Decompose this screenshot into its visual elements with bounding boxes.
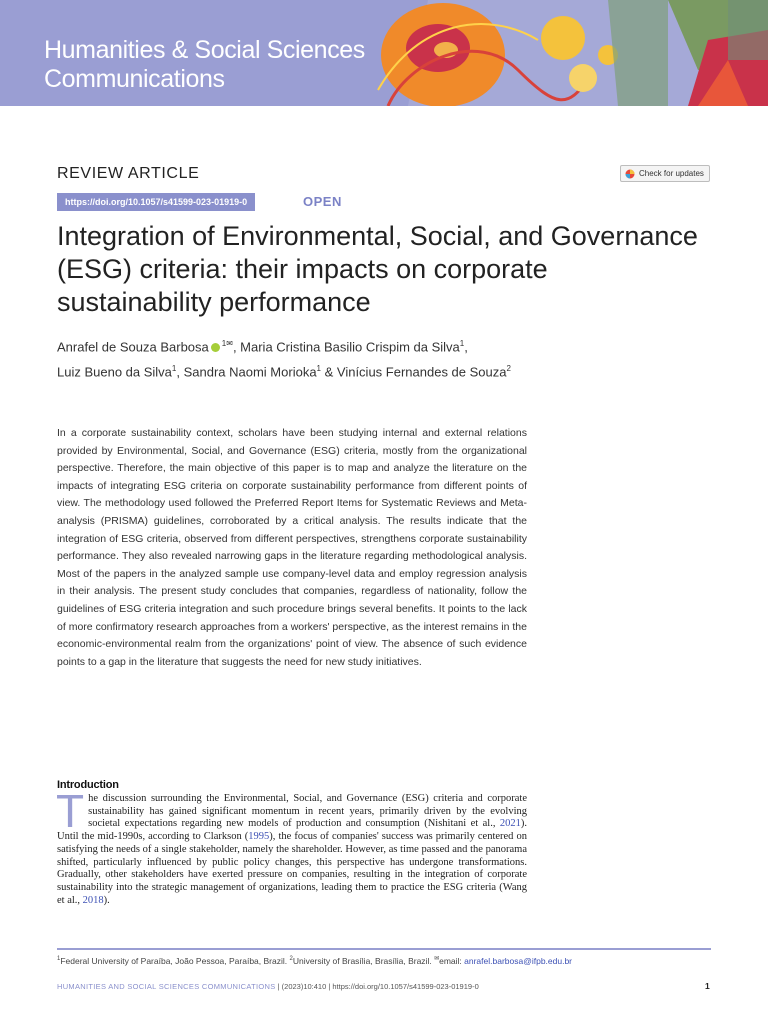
- journal-name-line2: Communications: [44, 65, 225, 93]
- footnote-divider: [57, 948, 711, 950]
- author-affiliation-sup: 1✉: [221, 339, 233, 348]
- affiliation-text: Federal University of Paraíba, João Pessoa, Paraíba, Brazil.: [60, 955, 290, 966]
- author-affiliation-sup: 1: [316, 364, 321, 374]
- intro-text: ). Until the mid-1990s, according to Clarkson (: [57, 818, 527, 843]
- author-list: [57, 333, 697, 384]
- author-name[interactable]: & Vinícius Fernandes de Souza: [321, 364, 507, 380]
- intro-text: he discussion surrounding the Environmental, Social, and Governance (ESG) criteria and corporate sustainability has gained significant momentum in recent years, primarily driven by the evolving societal expectations regarding new models of production and consumption (Nishitani et al.,: [88, 793, 527, 830]
- page-number: 1: [705, 981, 710, 991]
- intro-text: ), the focus of companies' success was primarily centered on satisfying the needs of a single stakeholder, namely the shareholder. However, as time passed and the panorama shifted, particularly influenced by public policy changes, this perspective has undergone transformations. Gradually, other stakeholders have exerted pressure on companies, resulting in the integration of corporate sustainability into the strategic management of organizations, leading them to practice the ESG criteria (Wang et al.,: [57, 831, 527, 906]
- affiliations-footnote: [57, 955, 717, 966]
- author-name[interactable]: Luiz Bueno da Silva: [57, 364, 172, 380]
- section-heading-introduction: Introduction: [57, 779, 119, 791]
- check-for-updates-button[interactable]: [620, 165, 710, 182]
- author-separator: ,: [464, 339, 468, 355]
- citation-link[interactable]: 2021: [499, 818, 521, 830]
- author-name[interactable]: , Maria Cristina Basilio Crispim da Silva: [232, 339, 460, 355]
- envelope-icon: ✉: [434, 956, 440, 962]
- crossmark-icon: [625, 169, 635, 179]
- check-for-updates-label: Check for updates: [639, 169, 704, 178]
- email-label: email:: [439, 955, 465, 966]
- affiliation-text: University of Brasília, Brasília, Brazil.: [292, 955, 435, 966]
- drop-cap: T: [56, 785, 85, 837]
- email-link[interactable]: anrafel.barbosa@ifpb.edu.br: [464, 955, 573, 966]
- orcid-icon[interactable]: [211, 343, 220, 352]
- journal-name[interactable]: [44, 36, 365, 94]
- citation-link[interactable]: 2018: [82, 894, 104, 906]
- author-affiliation-sup: 1: [171, 364, 177, 374]
- article-type: REVIEW ARTICLE: [57, 165, 200, 182]
- journal-banner: [0, 0, 768, 106]
- affiliation-sup: 2: [289, 956, 293, 962]
- footer-citation: | (2023)10:410 | https://doi.org/10.1057/s41599-023-01919-0: [275, 982, 479, 991]
- footer-journal-name[interactable]: HUMANITIES AND SOCIAL SCIENCES COMMUNICATIONS: [57, 982, 276, 991]
- author-name[interactable]: Anrafel de Souza Barbosa: [57, 339, 209, 355]
- author-affiliation-sup: 1: [459, 339, 465, 348]
- banner-artwork: [368, 0, 768, 106]
- abstract: In a corporate sustainability context, scholars have been studying internal and external relations provided by Environmental, Social, and Governance (ESG) criteria, mostly from the organizational perspective. Therefore, the main objective of this paper is to map and analyze the literature on the impacts of integrating ESG criteria on corporate sustainability performance from different points of view. The methodology used followed the Preferred Report Items for Systematic Reviews and Meta-analysis (PRISMA) guidelines, corroborated by a critical analysis. The results indicate that the integration of ESG criteria, observed from different perspectives, strengthens corporate sustainability performance. They also revealed narrowing gaps in the literature regarding methodological analysis. Most of the papers in the analyzed sample use company-level data and employ regression analysis in their analysis. The present study concludes that companies, regardless of nationality, follow the guidelines of ESG criteria integration and such procedure brings several benefits. It points to the lack of more confirmatory research approaches from a workers' perspective, as the interest remains in the economic-environmental realm from the organizations' point of view. The absence of such evidence points to a gap in the literature that suggests the need for new study initiatives.: [57, 427, 527, 668]
- author-affiliation-sup: 2: [506, 364, 511, 374]
- intro-text: ).: [103, 894, 110, 906]
- citation-link[interactable]: 1995: [248, 831, 270, 843]
- affiliation-sup: 1: [57, 956, 61, 962]
- page-footer: [57, 982, 711, 991]
- open-access-label: OPEN: [303, 194, 342, 209]
- doi-link[interactable]: https://doi.org/10.1057/s41599-023-01919-0: [57, 193, 255, 211]
- author-name[interactable]: , Sandra Naomi Morioka: [176, 364, 317, 380]
- journal-name-line1: Humanities & Social Sciences: [44, 36, 365, 64]
- article-title: Integration of Environmental, Social, and Governance (ESG) criteria: their impacts on corporate sustainability performance: [57, 221, 698, 317]
